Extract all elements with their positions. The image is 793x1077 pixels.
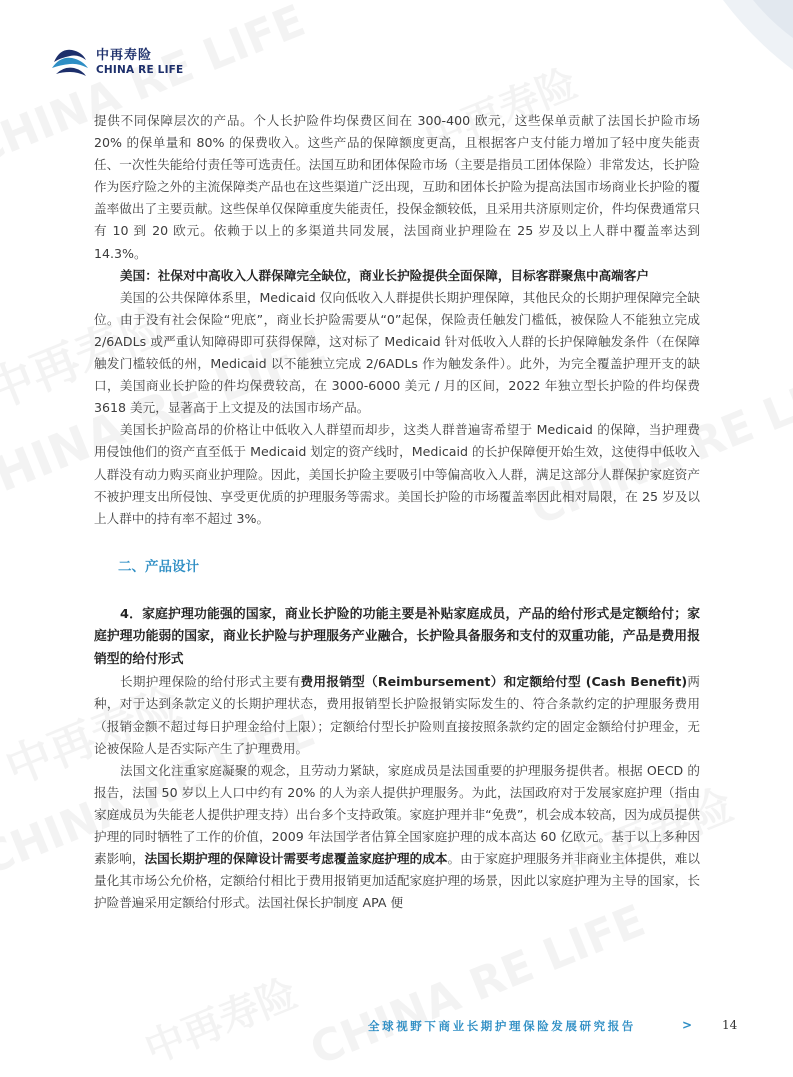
page-footer [0, 1018, 793, 1068]
paragraph: 提供不同保障层次的产品。个人长护险件均保费区间在 300-400 欧元，这些保单贡献了法国长护险市场 20% 的保单量和 80% 的保费收入。这些产品的保障额度更高，且根据客户支付能力增加了轻中度失能责任、一次性失能给付责任等可选责任。法国互助和团体保险市场（主要是指员工团体保险）非常发达，长护险作为医疗险之外的主流保障类产品也在这些渠道广泛出现，互助和团体长护险为提高法国市场商业长护险的覆盖率做出了主要贡献。这些保单仅保障重度失能责任，投保金额较低，且采用共济原则定价，件均保费通常只有 10 到 20 欧元。依赖于以上的多渠道共同发展，法国商业护理险在 25 岁及以上人群中覆盖率达到 14.3%。 [94, 113, 700, 261]
numbered-heading: 4．家庭护理功能强的国家，商业长护险的功能主要是补贴家庭成员，产品的给付形式是定额给付；家庭护理功能弱的国家，商业长护险与护理服务产业融合，长护险具备服务和支付的双重功能，产品是费用报销型的给付形式 [94, 606, 700, 667]
section-title: 二、产品设计 [118, 558, 199, 575]
wave-logo-icon [50, 44, 90, 80]
text-run: 长期护理保险的给付形式主要有 [120, 674, 301, 690]
paragraph [94, 671, 700, 759]
page-number: 14 [722, 1018, 738, 1032]
logo-english-name: CHINA RE LIFE [96, 63, 184, 76]
document-body [94, 110, 700, 914]
paragraph: 美国长护险高昂的价格让中低收入人群望而却步，这类人群普遍寄希望于 Medicaid 的保障，当护理费用侵蚀他们的资产直至低于 Medicaid 划定的资产线时，Medicaid 的长护保障便开始生效，这使得中低收入人群没有动力购买商业护理险。因此，美国长护险主要吸引中等偏高收入人群，满足这部分人群保护家庭资产不被护理支出所侵蚀、享受更优质的护理服务等需求。美国长护险的市场覆盖率因此相对局限，在 25 岁及以上人群中的持有率不超过 3%。 [94, 422, 700, 526]
text-run: 法国文化注重家庭凝聚的观念，且劳动力紧缺，家庭成员是法国重要的护理服务提供者。根据 OECD 的报告，法国 50 岁以上人口中约有 20% 的人为亲人提供护理服务。为此，法国政府对于发展家庭护理（指由家庭成员为失能老人提供护理支持）出台多个支持政策。家庭护理并非“免费”，机会成本较高，因为成员提供护理的同时牺牲了工作的价值，2009 年法国学者估算全国家庭护理的成本高达 60 亿欧元。基于以上多种因素影响， [94, 762, 700, 867]
company-logo [50, 44, 183, 80]
corner-decoration [653, 0, 793, 70]
subsection-heading: 美国：社保对中高收入人群保障完全缺位，商业长护险提供全面保障，目标客群聚焦中高端客户 [120, 267, 649, 283]
paragraph: 美国的公共保障体系里，Medicaid 仅向低收入人群提供长期护理保障，其他民众的长期护理保障完全缺位。由于没有社会保险“兜底”，商业长护险需要从“0”起保，保险责任触发门槛低，被保险人不能独立完成 2/6ADLs 或严重认知障碍即可获得保障，这对标了 Medicaid 针对低收入人群的长护保障触发条件（在保障触发门槛较低的州，Medicaid 以不能独立完成 2/6ADLs 作为触发条件）。此外，为完全覆盖护理开支的缺口，美国商业长护险的件均保费较高，在 3000-6000 美元 / 月的区间，2022 年独立型长护险的件均保费 3618 美元，显著高于上文提及的法国市场产品。 [94, 289, 700, 416]
paragraph [94, 760, 700, 915]
text-run: 两种，对于达到条款定义的长期护理状态，费用报销型长护险报销实际发生的、符合条款约定的护理服务费用（报销金额不超过每日护理金给付上限）；定额给付型长护险则直接按照条款约定的固定金额给付护理金，无论被保险人是否实际产生了护理费用。 [94, 674, 701, 756]
bold-text-run: 法国长期护理的保障设计需要考虑覆盖家庭护理的成本 [144, 851, 448, 867]
next-arrow-icon: > [682, 1018, 693, 1032]
bold-text-run: 费用报销型（Reimbursement）和定额给付型 (Cash Benefit) [300, 674, 688, 690]
logo-chinese-name: 中再寿险 [96, 47, 153, 63]
report-title: 全球视野下商业长期护理保险发展研究报告 [368, 1019, 636, 1033]
text-run: 。由于家庭护理服务并非商业主体提供，难以量化其市场公允价格，定额给付相比于费用报销更加适配家庭护理的场景，因此以家庭护理为主导的国家，长护险普遍采用定额给付形式。法国社保长护制度 APA 便 [94, 851, 701, 911]
